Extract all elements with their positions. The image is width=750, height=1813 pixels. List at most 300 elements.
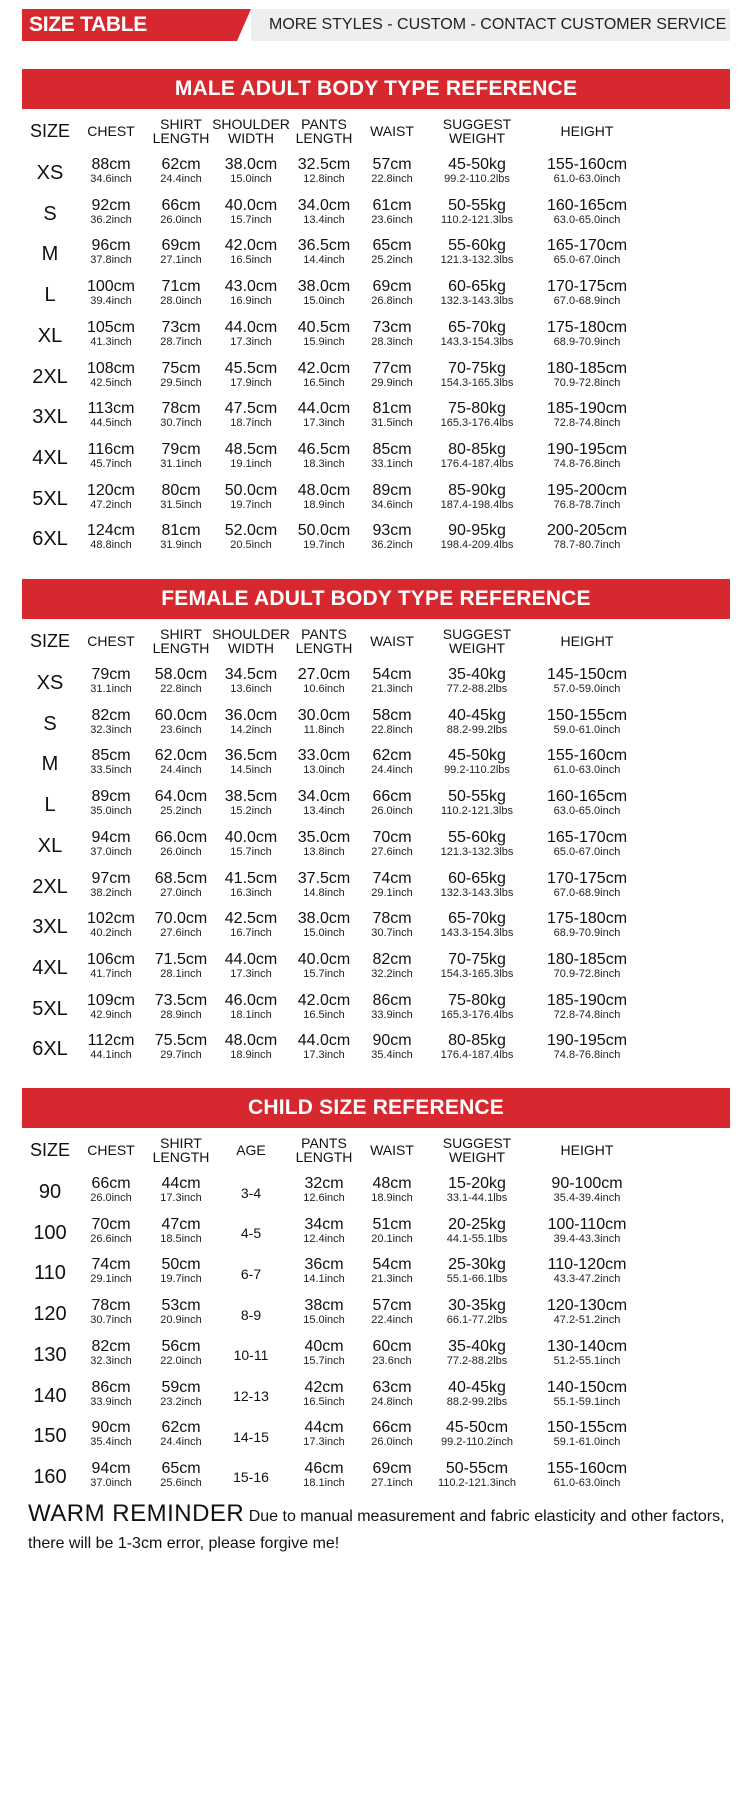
imperial-value: 20.1inch	[371, 1232, 413, 1245]
measurement-cell	[80, 1172, 142, 1213]
measurement-cell	[362, 989, 422, 1030]
measurement-cell	[150, 397, 212, 438]
metric-value: 44.0cm	[297, 400, 351, 418]
age-value: 15-16	[233, 1469, 269, 1486]
column-header: SHOULDER WIDTH	[212, 116, 290, 146]
metric-value: 75-80kg	[448, 991, 506, 1009]
metric-value: 53cm	[161, 1297, 201, 1315]
metric-value: 38.5cm	[224, 788, 278, 806]
imperial-value: 154.3-165.3lbs	[440, 376, 514, 389]
imperial-value: 29.7inch	[160, 1049, 202, 1062]
measurement-cell	[210, 907, 292, 948]
imperial-value: 26.6inch	[90, 1232, 132, 1245]
metric-value: 66cm	[161, 196, 201, 214]
measurement-cell	[428, 519, 526, 560]
metric-value: 86cm	[91, 1378, 131, 1396]
size-label: M	[41, 753, 59, 776]
imperial-value: 17.3inch	[160, 1192, 202, 1204]
measurement-cell	[528, 1335, 646, 1376]
imperial-value: 41.7inch	[90, 967, 132, 980]
metric-value: 79cm	[161, 440, 201, 458]
size-label: 130	[33, 1343, 67, 1366]
measurement-cell	[528, 438, 646, 479]
size-label: 90	[38, 1181, 62, 1203]
measurement-cell	[528, 194, 646, 235]
table-row	[22, 744, 730, 785]
metric-value: 155-160cm	[546, 156, 628, 173]
measurement-cell	[292, 357, 356, 398]
measurement-cell	[428, 316, 526, 357]
measurement-cell	[528, 867, 646, 908]
table-row	[22, 234, 730, 275]
metric-value: 42.0cm	[297, 359, 351, 377]
imperial-value: 28.0inch	[160, 295, 202, 308]
measurement-cell	[150, 785, 212, 826]
metric-value: 66cm	[91, 1175, 131, 1192]
imperial-value: 61.0-63.0inch	[553, 764, 621, 777]
imperial-value: 31.9inch	[160, 539, 202, 552]
table-row	[22, 357, 730, 398]
measurement-cell	[428, 1172, 526, 1213]
imperial-value: 21.3inch	[371, 683, 413, 695]
metric-value: 190-195cm	[546, 1032, 628, 1050]
metric-value: 62.0cm	[154, 747, 208, 765]
measurement-cell	[80, 948, 142, 989]
imperial-value: 39.4inch	[90, 295, 132, 308]
column-header: SUGGEST WEIGHT	[442, 116, 512, 146]
table-row	[22, 1416, 730, 1457]
measurement-cell	[80, 867, 142, 908]
imperial-value: 26.0inch	[160, 213, 202, 226]
size-label: 5XL	[32, 997, 68, 1020]
measurement-cell	[292, 1213, 356, 1254]
measurement-cell	[528, 989, 646, 1030]
age-value: 8-9	[240, 1306, 262, 1323]
imperial-value: 17.3inch	[303, 1049, 345, 1062]
imperial-value: 44.5inch	[90, 417, 132, 430]
imperial-value: 27.1inch	[160, 254, 202, 267]
measurement-cell	[292, 826, 356, 867]
measurement-cell	[362, 948, 422, 989]
imperial-value: 15.0inch	[303, 295, 345, 308]
female-size-section	[22, 579, 730, 1062]
metric-value: 42.0cm	[297, 991, 351, 1009]
metric-value: 59cm	[161, 1378, 201, 1396]
imperial-value: 37.8inch	[90, 254, 132, 267]
imperial-value: 17.3inch	[303, 417, 345, 430]
imperial-value: 35.4inch	[371, 1049, 413, 1062]
measurement-cell	[528, 1376, 646, 1417]
metric-value: 160-165cm	[546, 788, 628, 806]
measurement-cell	[150, 1335, 212, 1376]
imperial-value: 25.2inch	[160, 805, 202, 818]
measurement-cell	[362, 316, 422, 357]
metric-value: 58.0cm	[154, 666, 208, 683]
measurement-cell	[150, 438, 212, 479]
imperial-value: 20.9inch	[160, 1314, 202, 1327]
imperial-value: 59.1-61.0inch	[553, 1436, 621, 1449]
imperial-value: 77.2-88.2lbs	[446, 1354, 508, 1367]
imperial-value: 51.2-55.1inch	[553, 1354, 621, 1367]
measurement-cell	[362, 1416, 422, 1457]
metric-value: 155-160cm	[546, 747, 628, 765]
measurement-cell	[362, 907, 422, 948]
measurement-cell	[428, 1376, 526, 1417]
imperial-value: 110.2-121.3lbs	[441, 805, 513, 818]
measurement-cell	[292, 316, 356, 357]
imperial-value: 31.1inch	[160, 457, 202, 470]
imperial-value: 15.7inch	[303, 967, 345, 980]
measurement-cell	[292, 194, 356, 235]
measurement-cell	[292, 663, 356, 704]
warm-reminder	[28, 1500, 728, 1557]
metric-value: 180-185cm	[546, 950, 628, 968]
metric-value: 47.5cm	[224, 400, 278, 418]
imperial-value: 70.9-72.8inch	[553, 376, 621, 389]
measurement-cell	[292, 1416, 356, 1457]
metric-value: 170-175cm	[546, 278, 628, 296]
metric-value: 155-160cm	[546, 1459, 628, 1477]
metric-value: 61cm	[372, 196, 412, 214]
measurement-cell	[292, 704, 356, 745]
size-label: XS	[36, 162, 64, 184]
metric-value: 78cm	[372, 910, 412, 928]
metric-value: 66.0cm	[154, 828, 208, 846]
child-size-section	[22, 1088, 730, 1489]
size-label: 3XL	[32, 406, 68, 429]
metric-value: 44cm	[304, 1419, 344, 1437]
imperial-value: 42.9inch	[90, 1008, 132, 1021]
imperial-value: 33.5inch	[90, 764, 132, 777]
imperial-value: 23.2inch	[160, 1395, 202, 1408]
metric-value: 60-65kg	[448, 869, 506, 887]
metric-value: 36cm	[304, 1256, 344, 1274]
metric-value: 120cm	[86, 481, 136, 499]
metric-value: 175-180cm	[546, 318, 628, 336]
size-label: M	[41, 243, 59, 266]
metric-value: 44.0cm	[224, 318, 278, 336]
imperial-value: 16.9inch	[230, 295, 272, 308]
imperial-value: 29.5inch	[160, 376, 202, 389]
measurement-cell	[80, 1294, 142, 1335]
measurement-cell	[292, 1172, 356, 1213]
measurement-cell	[80, 744, 142, 785]
metric-value: 109cm	[86, 991, 136, 1009]
measurement-cell	[80, 438, 142, 479]
table-row	[22, 948, 730, 989]
metric-value: 80-85kg	[448, 1032, 506, 1050]
metric-value: 38.0cm	[224, 156, 278, 173]
metric-value: 44.0cm	[224, 950, 278, 968]
imperial-value: 18.9inch	[303, 498, 345, 511]
column-header: SHIRT LENGTH	[152, 116, 210, 146]
imperial-value: 48.8inch	[90, 539, 132, 552]
imperial-value: 15.0inch	[303, 927, 345, 940]
measurement-cell	[528, 948, 646, 989]
measurement-cell	[80, 194, 142, 235]
imperial-value: 33.9inch	[90, 1395, 132, 1408]
size-label: 160	[33, 1465, 67, 1488]
metric-value: 44cm	[161, 1175, 201, 1192]
imperial-value: 47.2-51.2inch	[553, 1314, 621, 1327]
reminder-text: Due to manual measurement and fabric elasticity and other factors, there will be 1-3cm error, please forgive me!	[28, 1508, 725, 1552]
measurement-cell	[528, 234, 646, 275]
metric-value: 77cm	[372, 359, 412, 377]
measurement-cell	[528, 1457, 646, 1498]
measurement-cell	[428, 704, 526, 745]
column-header: SHOULDER WIDTH	[212, 626, 290, 656]
measurement-cell	[292, 1294, 356, 1335]
metric-value: 41.5cm	[224, 869, 278, 887]
measurement-cell	[210, 194, 292, 235]
measurement-cell	[362, 275, 422, 316]
metric-value: 85-90kg	[448, 481, 506, 499]
measurement-cell	[428, 1416, 526, 1457]
metric-value: 81cm	[161, 522, 201, 540]
metric-value: 55-60kg	[448, 828, 506, 846]
metric-value: 50cm	[161, 1256, 201, 1274]
column-header: PANTS LENGTH	[295, 116, 353, 146]
measurement-cell	[292, 744, 356, 785]
imperial-value: 35.4inch	[90, 1436, 132, 1449]
imperial-value: 22.4inch	[371, 1314, 413, 1327]
metric-value: 30-35kg	[448, 1297, 506, 1315]
metric-value: 75.5cm	[154, 1032, 208, 1050]
imperial-value: 15.7inch	[303, 1354, 345, 1367]
metric-value: 55-60kg	[448, 237, 506, 255]
metric-value: 54cm	[372, 666, 412, 683]
age-value: 3-4	[240, 1184, 262, 1201]
measurement-cell	[210, 479, 292, 520]
imperial-value: 25.6inch	[160, 1476, 202, 1489]
table-row	[22, 826, 730, 867]
measurement-cell	[428, 234, 526, 275]
metric-value: 74cm	[372, 869, 412, 887]
column-header: WAIST	[370, 123, 414, 139]
metric-value: 32.5cm	[297, 156, 351, 173]
banner-arrow	[237, 9, 251, 41]
metric-value: 54cm	[372, 1256, 412, 1274]
imperial-value: 35.4-39.4inch	[553, 1192, 621, 1204]
measurement-cell	[150, 1213, 212, 1254]
imperial-value: 68.9-70.9inch	[553, 335, 621, 348]
imperial-value: 66.1-77.2lbs	[446, 1314, 508, 1327]
metric-value: 48.0cm	[224, 1032, 278, 1050]
imperial-value: 23.6inch	[160, 723, 202, 736]
measurement-cell	[362, 1294, 422, 1335]
measurement-cell	[80, 704, 142, 745]
imperial-value: 23.6inch	[371, 213, 413, 226]
imperial-value: 121.3-132.3lbs	[440, 845, 514, 858]
table-row	[22, 153, 730, 194]
metric-value: 15-20kg	[448, 1175, 506, 1192]
metric-value: 88cm	[91, 156, 131, 173]
measurement-cell	[80, 785, 142, 826]
metric-value: 74cm	[91, 1256, 131, 1274]
measurement-cell	[80, 153, 142, 194]
metric-value: 85cm	[91, 747, 131, 765]
imperial-value: 121.3-132.3lbs	[440, 254, 514, 267]
metric-value: 100-110cm	[547, 1215, 627, 1233]
imperial-value: 154.3-165.3lbs	[440, 967, 514, 980]
measurement-cell	[292, 1029, 356, 1070]
age-value: 6-7	[240, 1265, 262, 1282]
measurement-cell	[362, 1029, 422, 1070]
measurement-cell	[292, 519, 356, 560]
imperial-value: 15.7inch	[230, 845, 272, 858]
imperial-value: 16.5inch	[303, 1008, 345, 1021]
measurement-cell	[528, 744, 646, 785]
measurement-cell	[362, 1213, 422, 1254]
metric-value: 65cm	[161, 1459, 201, 1477]
metric-value: 20-25kg	[448, 1215, 506, 1233]
banner-subtitle: MORE STYLES - CUSTOM - CONTACT CUSTOMER SERVICE	[251, 9, 730, 41]
imperial-value: 23.6nch	[372, 1354, 412, 1367]
metric-value: 40-45kg	[448, 1378, 506, 1396]
imperial-value: 25.2inch	[371, 254, 413, 267]
metric-value: 38.0cm	[297, 910, 351, 928]
metric-value: 57cm	[372, 1297, 412, 1315]
metric-value: 120-130cm	[546, 1297, 628, 1315]
metric-value: 94cm	[91, 1459, 131, 1477]
imperial-value: 70.9-72.8inch	[553, 967, 621, 980]
metric-value: 90-95kg	[448, 522, 506, 540]
metric-value: 150-155cm	[546, 706, 628, 724]
measurement-cell	[428, 948, 526, 989]
measurement-cell	[362, 1172, 422, 1213]
female-header-row	[22, 619, 730, 663]
metric-value: 57cm	[372, 156, 412, 173]
metric-value: 165-170cm	[546, 237, 628, 255]
measurement-cell	[362, 153, 422, 194]
measurement-cell	[428, 744, 526, 785]
metric-value: 70-75kg	[448, 950, 506, 968]
metric-value: 92cm	[91, 196, 131, 214]
metric-value: 60.0cm	[154, 706, 208, 724]
measurement-cell	[362, 438, 422, 479]
table-row	[22, 1213, 730, 1254]
metric-value: 75-80kg	[448, 400, 506, 418]
metric-value: 79cm	[91, 666, 131, 683]
metric-value: 105cm	[86, 318, 136, 336]
imperial-value: 76.8-78.7inch	[553, 498, 621, 511]
measurement-cell	[292, 234, 356, 275]
column-header: HEIGHT	[560, 123, 614, 139]
metric-value: 106cm	[86, 950, 136, 968]
metric-value: 36.0cm	[224, 706, 278, 724]
metric-value: 45-50kg	[448, 747, 506, 765]
table-row	[22, 194, 730, 235]
measurement-cell	[150, 519, 212, 560]
age-value: 12-13	[233, 1388, 269, 1404]
imperial-value: 24.4inch	[160, 1436, 202, 1449]
metric-value: 62cm	[372, 747, 412, 765]
size-label: 2XL	[32, 365, 68, 388]
imperial-value: 18.1inch	[230, 1008, 272, 1021]
metric-value: 65cm	[372, 237, 412, 255]
imperial-value: 18.9inch	[371, 1192, 413, 1204]
metric-value: 175-180cm	[546, 910, 628, 928]
imperial-value: 19.7inch	[230, 498, 272, 511]
measurement-cell	[528, 357, 646, 398]
metric-value: 185-190cm	[546, 991, 628, 1009]
imperial-value: 61.0-63.0inch	[553, 173, 621, 185]
metric-value: 60-65kg	[448, 278, 506, 296]
metric-value: 150-155cm	[546, 1419, 628, 1437]
imperial-value: 28.1inch	[160, 967, 202, 980]
metric-value: 108cm	[86, 359, 136, 377]
size-label: 120	[33, 1303, 67, 1326]
measurement-cell	[80, 357, 142, 398]
imperial-value: 143.3-154.3lbs	[440, 335, 514, 348]
metric-value: 116cm	[87, 440, 135, 458]
imperial-value: 29.1inch	[371, 886, 413, 899]
child-section-title: CHILD SIZE REFERENCE	[22, 1088, 730, 1128]
imperial-value: 77.2-88.2lbs	[446, 683, 508, 695]
metric-value: 73cm	[161, 318, 201, 336]
table-row	[22, 1029, 730, 1070]
male-section-title: MALE ADULT BODY TYPE REFERENCE	[22, 69, 730, 109]
size-label: 6XL	[32, 528, 68, 551]
imperial-value: 38.2inch	[90, 886, 132, 899]
measurement-cell	[428, 785, 526, 826]
imperial-value: 26.0inch	[160, 845, 202, 858]
measurement-cell	[150, 1457, 212, 1498]
imperial-value: 65.0-67.0inch	[553, 845, 621, 858]
imperial-value: 44.1inch	[90, 1049, 132, 1062]
metric-value: 70.0cm	[154, 910, 208, 928]
metric-value: 82cm	[91, 1337, 131, 1355]
imperial-value: 88.2-99.2lbs	[446, 1395, 508, 1408]
measurement-cell	[362, 704, 422, 745]
metric-value: 40cm	[304, 1337, 344, 1355]
measurement-cell	[428, 1335, 526, 1376]
column-header: WAIST	[370, 1142, 414, 1158]
imperial-value: 26.0inch	[371, 1436, 413, 1449]
imperial-value: 16.7inch	[230, 927, 272, 940]
imperial-value: 132.3-143.3lbs	[440, 886, 514, 899]
imperial-value: 28.7inch	[160, 335, 202, 348]
imperial-value: 67.0-68.9inch	[553, 295, 621, 308]
metric-value: 36.5cm	[297, 237, 351, 255]
imperial-value: 57.0-59.0inch	[553, 683, 621, 695]
measurement-cell	[150, 948, 212, 989]
table-row	[22, 479, 730, 520]
metric-value: 78cm	[161, 400, 201, 418]
measurement-cell	[150, 194, 212, 235]
metric-value: 93cm	[372, 522, 412, 540]
measurement-cell	[292, 785, 356, 826]
measurement-cell	[292, 907, 356, 948]
imperial-value: 74.8-76.8inch	[553, 1049, 621, 1062]
measurement-cell	[528, 153, 646, 194]
metric-value: 40-45kg	[448, 706, 506, 724]
metric-value: 145-150cm	[546, 666, 628, 683]
measurement-cell	[80, 397, 142, 438]
metric-value: 37.5cm	[297, 869, 351, 887]
imperial-value: 15.0inch	[303, 1314, 345, 1327]
metric-value: 66cm	[372, 1419, 412, 1437]
measurement-cell	[150, 867, 212, 908]
measurement-cell	[362, 194, 422, 235]
imperial-value: 32.2inch	[371, 967, 413, 980]
imperial-value: 26.0inch	[90, 1192, 132, 1204]
metric-value: 195-200cm	[546, 481, 628, 499]
metric-value: 45-50cm	[445, 1419, 509, 1437]
size-label: 100	[33, 1221, 67, 1244]
metric-value: 70cm	[372, 828, 412, 846]
column-header: HEIGHT	[560, 633, 614, 649]
